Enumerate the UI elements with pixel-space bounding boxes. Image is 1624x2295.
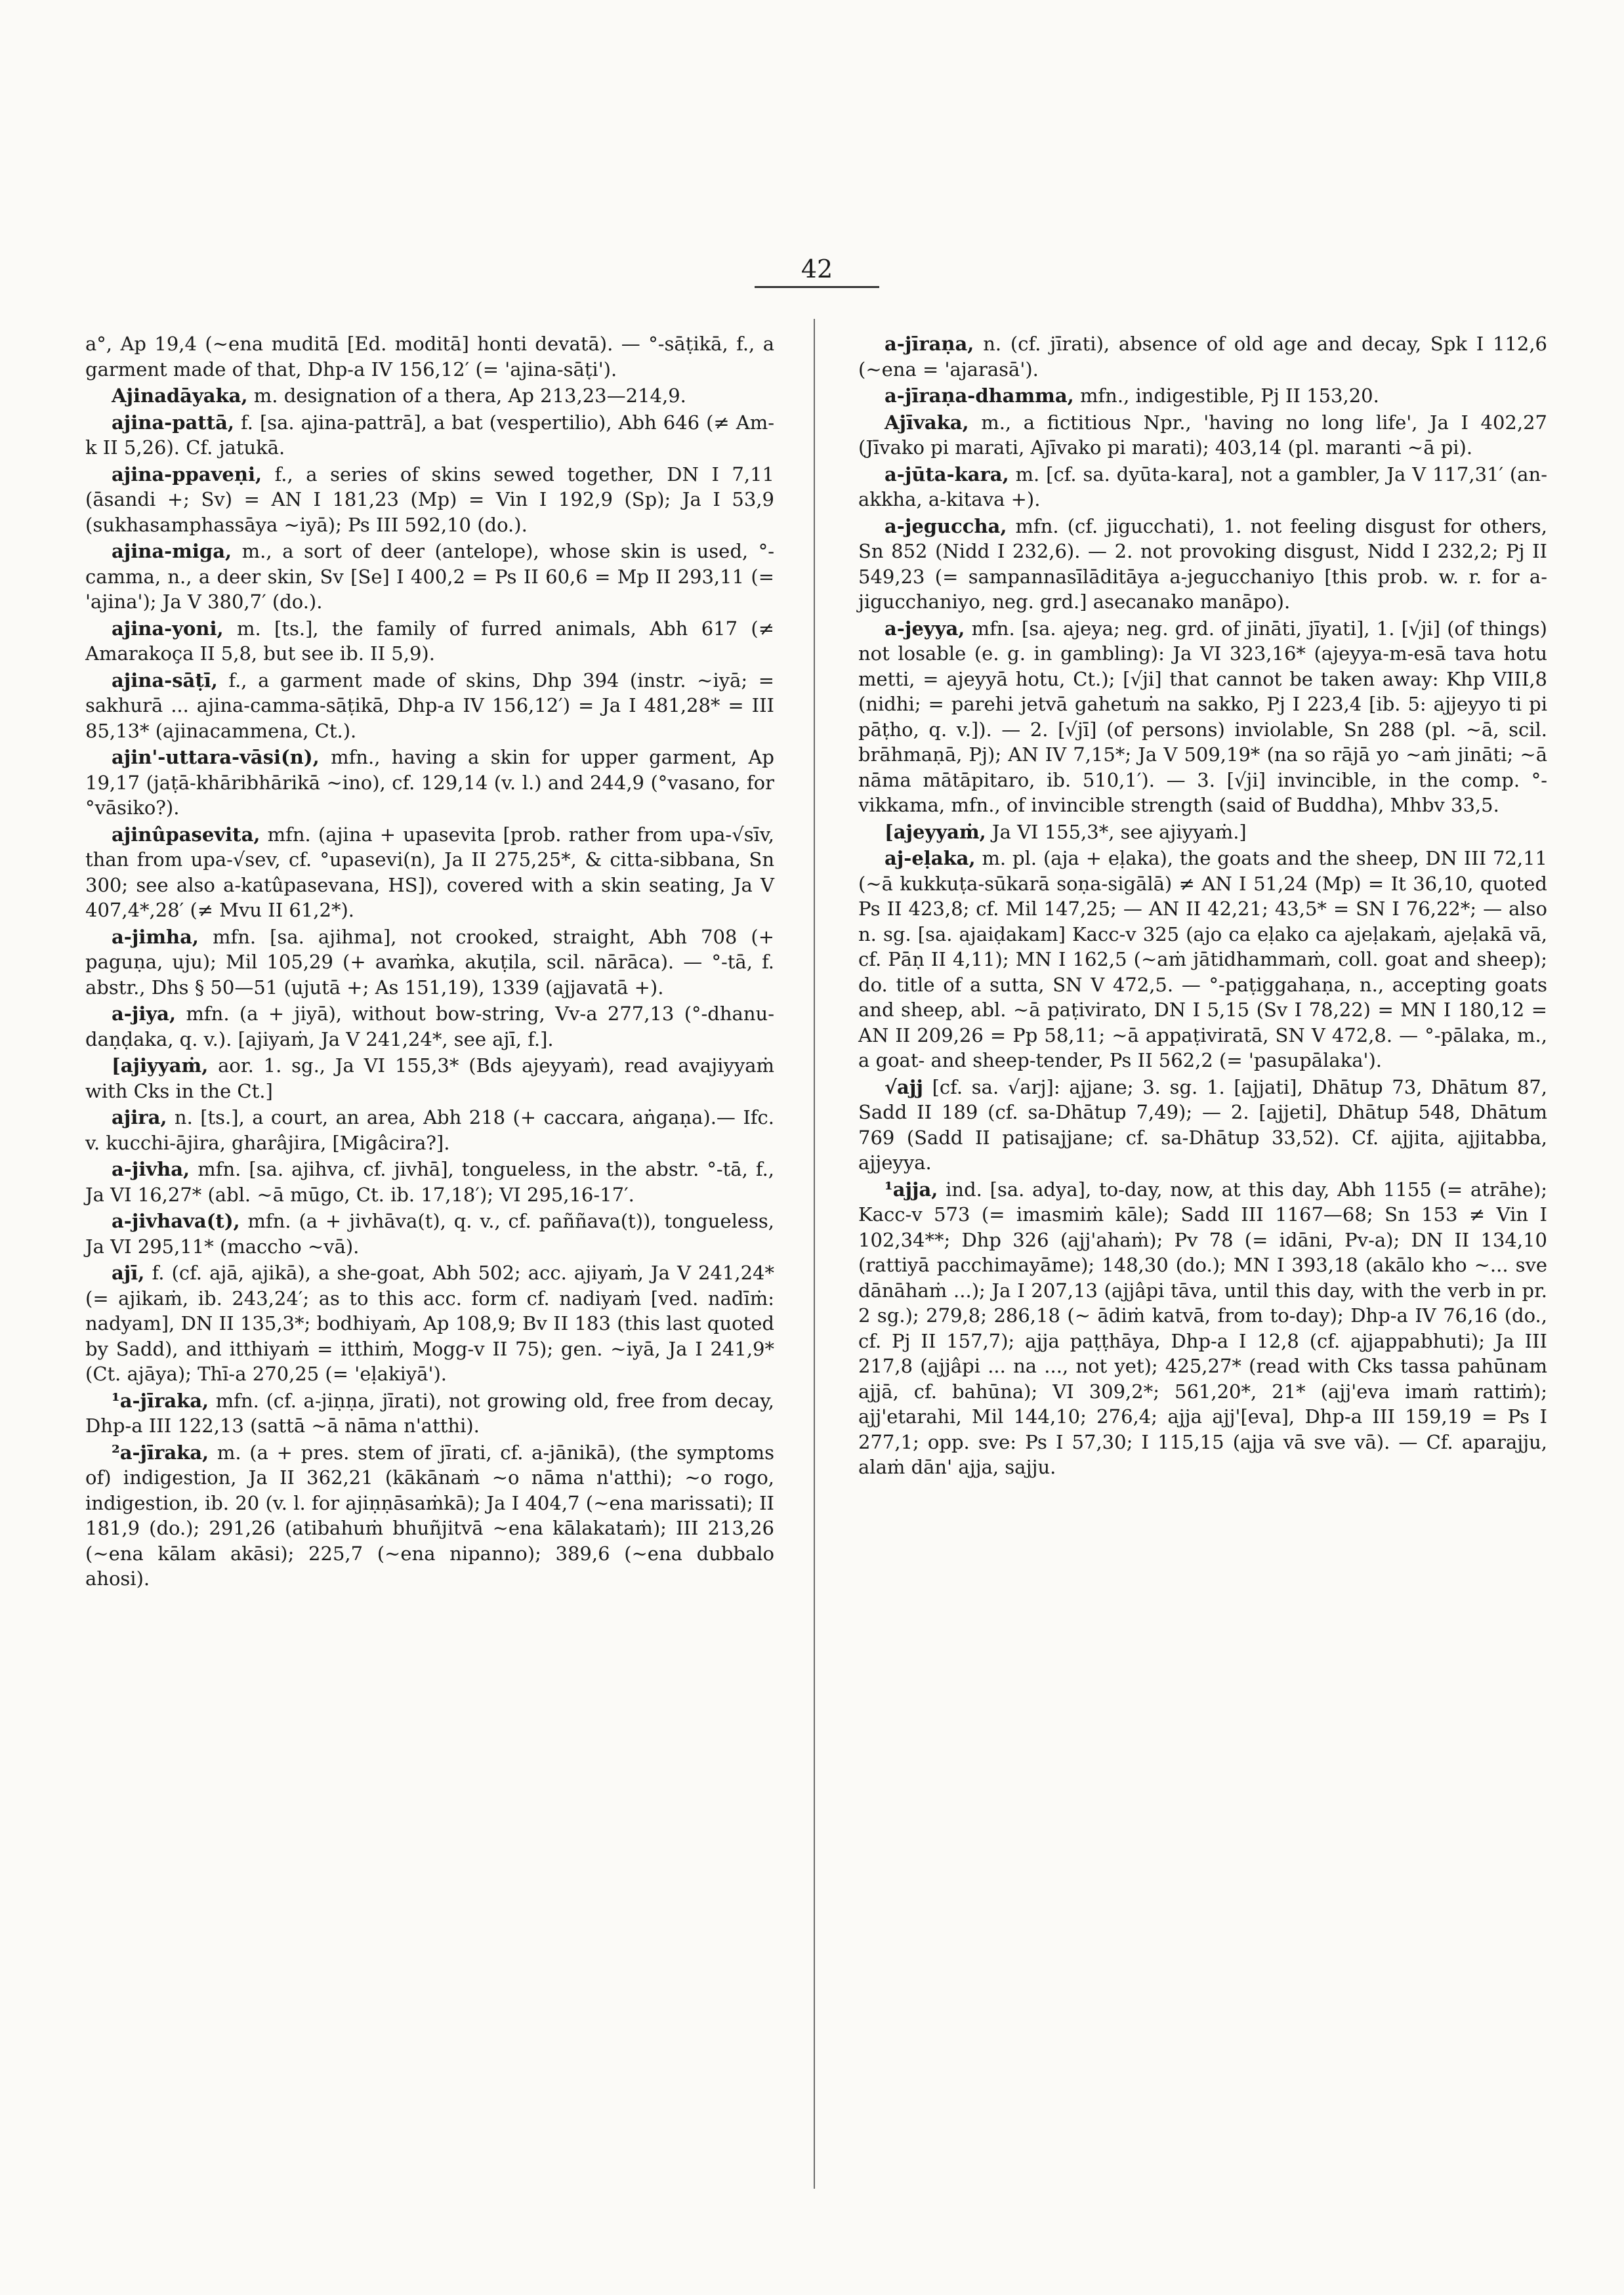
page-number: 42 xyxy=(801,255,833,283)
entry-text: mfn. (a + jiyā), without bow-string, Vv-a 277,13 (°-dhanu-daṇḍaka, q. v.). [ajiyaṁ, Ja V 241,24*, see ajī, f.]. xyxy=(85,1003,774,1050)
entry-text: mfn. (a + jivhāva(t), q. v., cf. paññava(t)), tongueless, Ja VI 295,11* (macchο ~vā). xyxy=(85,1210,774,1258)
entry-text: f., a garment made of skins, Dhp 394 (instr. ~iyā; = sakhurā ... ajina-camma-sāṭikā, Dhp-a IV 156,12′) = Ja I 481,28* = III 85,13* (ajinacammena, Ct.). xyxy=(85,669,775,742)
entry-text: mfn. [sa. ajihma], not crooked, straight, Abh 708 (+ paguṇa, uju); Mil 105,29 (+ avaṁka, akuṭila, scil. nārāca). — °-tā, f. abstr., Dhs § 50—51 (ujutā +; As 151,19), 1339 (ajjavatā +). xyxy=(85,925,774,999)
dictionary-entry xyxy=(858,383,1547,409)
dictionary-entry xyxy=(85,383,774,409)
entry-text: mfn., having a skin for upper garment, Ap 19,17 (jaṭā-khāribhārikā ~ino), cf. 129,14 (v. l.) and 244,9 (°vasano, for °vāsiko?). xyxy=(85,746,774,819)
dictionary-entry xyxy=(85,1388,774,1439)
entry-lemma: ajira, xyxy=(112,1106,167,1128)
entry-text: f., a series of skins sewed together, DN I 7,11 (āsandi +; Sv) = AN I 181,23 (Mp) = Vin I 192,9 (Sp); Ja I 53,9 (sukhasamphassāya ~iyā); Ps III 592,10 (do.). xyxy=(85,463,775,536)
dictionary-entry xyxy=(85,1105,774,1155)
entry-lemma: ajina-ppaveṇi, xyxy=(112,463,262,486)
entry-text: m. (a + pres. stem of jīrati, cf. a-jānikā), (the symptoms of) indigestion, Ja II 362,21 (kākānaṁ ~o nāma n'atthi); ~o rogo, indigestion, ib. 20 (v. l. for ajiṇṇāsaṁkā); Ja I 404,7 (~ena marissati); II 181,9 (do.); 291,26 (atibahuṁ bhuñjitvā ~ena kālakataṁ); III 213,26 (~ena kālam akāsi); 225,7 (~ena nipanno); 389,6 (~ena dubbalo ahosi). xyxy=(85,1441,774,1590)
entry-lemma: ¹ajja, xyxy=(885,1178,938,1201)
entry-text: mfn. [sa. ajihva, cf. jivhā], tongueless, in the abstr. °-tā, f., Ja VI 16,27* (abl. ~ā mūgo, Ct. ib. 17,18′); VI 295,16-17′. xyxy=(85,1158,775,1206)
right-column xyxy=(858,331,1547,1481)
entry-text: m. pl. (aja + eḷaka), the goats and the sheep, DN III 72,11 (~ā kukkuṭa-sūkarā soṇa-sigālā) ≠ AN I 51,24 (Mp) = It 36,10, quoted Ps II 423,8; cf. Mil 147,25; — AN II 42,21; 43,5* = SN I 76,22*; — also n. sg. [sa. ajaiḍakam] Kacc-v 325 (ajo ca eḷako ca ajeḷakaṁ, ajeḷakā vā, cf. Pāṇ II 4,11); MN I 162,5 (~aṁ jātidhammaṁ, coll. goat and sheep); do. title of a sutta, SN V 472,5. — °-paṭiggahaṇa, n., accepting goats and sheep, abl. ~ā paṭivirato, DN I 5,15 (Sv I 78,22) = MN I 180,12 = AN II 209,26 = Pp 58,11; ~ā appaṭiviratā, SN V 472,8. — °-pālaka, m., a goat- and sheep-tender, Ps II 562,2 (= 'pasupālaka'). xyxy=(858,847,1547,1071)
entry-text: mfn. (ajina + upasevita [prob. rather from upa-√sīv, than from upa-√sev, cf. °upasevi(n), Ja II 275,25*, & citta-sibbana, Sn 300; see also a-katûpasevana, HS]), covered with a skin seating, Ja V 407,4*,28′ (≠ Mvu II 61,2*). xyxy=(85,823,775,921)
entry-text: m. [cf. sa. dyūta-kara], not a gambler, Ja V 117,31′ (an-akkha, a-kitava +). xyxy=(858,463,1548,510)
entry-lemma: aj-eḷaka, xyxy=(885,847,976,869)
entry-lemma: Ajīvaka, xyxy=(885,411,969,434)
dictionary-entry xyxy=(858,1075,1547,1176)
dictionary-entry xyxy=(85,668,774,744)
dictionary-entry xyxy=(85,616,774,667)
entry-lemma: ajina-yoni, xyxy=(112,617,224,640)
entry-lemma: ²a-jīraka, xyxy=(112,1441,209,1464)
entry-text: aor. 1. sg., Ja VI 155,3* (Bds ajeyyaṁ), read avajiyyaṁ with Cks in the Ct.] xyxy=(85,1054,774,1102)
dictionary-entry xyxy=(85,462,774,538)
entry-text: n. [ts.], a court, an area, Abh 218 (+ caccara, aṅgaṇa).— Ifc. v. kucchi-ājira, gharâjira, [Migâcira?]. xyxy=(85,1106,774,1154)
dictionary-entry xyxy=(85,1209,774,1259)
dictionary-entry xyxy=(85,1157,774,1207)
entry-text: f. (cf. ajā, ajikā), a she-goat, Abh 502; acc. ajiyaṁ, Ja V 241,24* (= ajikaṁ, ib. 243,24′; as to this acc. form cf. nadiyaṁ [ved. nadīṁ: nadyam], DN II 135,3*; bodhiyaṁ, Ap 108,9; Bv II 183 (this last quoted by Sadd), and itthiyaṁ = itthiṁ, Mogg-v II 75); gen. ~iyā, Ja I 241,9* (Ct. ajāya); Thī-a 270,25 (= 'eḷakiyā'). xyxy=(85,1262,774,1385)
dictionary-entry xyxy=(858,1177,1547,1480)
entry-text: mfn. (cf. jigucchati), 1. not feeling disgust for others, Sn 852 (Nidd I 232,6). — 2. not provoking disgust, Nidd I 232,2; Pj II 549,23 (= sampannasīlāditāya a-jegucchaniyo [this prob. w. r. for a-jigucchaniyo, neg. grd.] asecanako manāpo). xyxy=(858,514,1548,613)
entry-lemma: a-jimha, xyxy=(112,925,199,948)
entry-text: a°, Ap 19,4 (~ena muditā [Ed. moditā] honti devatā). — °-sāṭikā, f., a garment made of that, Dhp-a IV 156,12′ (= 'ajina-sāṭi'). xyxy=(85,333,774,381)
entry-text: mfn. (cf. a-jiṇṇa, jīrati), not growing old, free from decay, Dhp-a III 122,13 (sattā ~ā nāma n'atthi). xyxy=(85,1389,774,1437)
dictionary-entry xyxy=(858,616,1547,818)
dictionary-entry xyxy=(85,539,774,615)
entry-text: m. [ts.], the family of furred animals, Abh 617 (≠ Amarakoça II 5,8, but see ib. II 5,9). xyxy=(85,617,775,665)
entry-text: m. designation of a thera, Ap 213,23—214,9. xyxy=(253,384,686,407)
entry-text: [cf. sa. √arj]: ajjane; 3. sg. 1. [ajjati], Dhātup 73, Dhātum 87, Sadd II 189 (cf. sa-Dhātup 7,49); — 2. [ajjeti], Dhātup 548, Dhātum 769 (Sadd II patisajjane; cf. sa-Dhātup 33,52). Cf. ajjita, ajjitabba, ajjeyya. xyxy=(858,1075,1548,1174)
dictionary-entry xyxy=(85,924,774,1001)
entry-lemma: [ajeyyaṁ, xyxy=(885,820,986,843)
dictionary-entry xyxy=(85,1440,774,1592)
entry-text: m., a sort of deer (antelope), whose skin is used, °-camma, n., a deer skin, Sv [Se] I 400,2 = Ps II 60,6 = Mp II 293,11 (= 'ajina'); Ja V 380,7′ (do.). xyxy=(85,540,775,613)
dictionary-entry xyxy=(858,819,1547,845)
entry-lemma: a-jīraṇa, xyxy=(885,333,974,355)
entry-lemma: a-jivhava(t), xyxy=(112,1210,240,1232)
dictionary-entry xyxy=(85,745,774,821)
entry-text: n. (cf. jīrati), absence of old age and decay, Spk I 112,6 (~ena = 'ajarasā'). xyxy=(858,333,1548,381)
entry-text: m., a fictitious Npr., 'having no long life', Ja I 402,27 (Jīvako pi marati, Ajīvako pi marati); 403,14 (pl. maranti ~ā pi). xyxy=(858,411,1547,459)
entry-lemma: Ajinadāyaka, xyxy=(112,384,248,407)
entry-lemma: √ajj xyxy=(885,1075,923,1098)
entry-lemma: ajina-sāṭī, xyxy=(112,669,218,692)
column-divider xyxy=(814,319,815,2189)
dictionary-entry xyxy=(858,846,1547,1073)
entry-text: ind. [sa. adya], to-day, now, at this day, Abh 1155 (= atrāhe); Kacc-v 573 (= imasmiṁ kāle); Sadd III 1167—68; Sn 153 ≠ Vin I 102,34**; Dhp 326 (ajj'ahaṁ); Pv 78 (= idāni, Pv-a); DN II 134,10 (rattiyā pacchimayāme); 148,30 (do.); MN I 393,18 (akālo kho ~... sve dānāhaṁ ...); Ja I 207,13 (ajjâpi tāva, until this day, with the verb in pr. 2 sg.); 279,8; 286,18 (~ ādiṁ katvā, from to-day); Dhp-a IV 76,16 (do., cf. Pj II 157,7); ajja paṭṭhāya, Dhp-a I 12,8 (cf. ajjappabhuti); Ja III 217,8 (ajjâpi ... na ..., not yet); 425,27* (read with Cks tassa pahūnam ajjā, cf. bahūna); VI 309,2*; 561,20*, 21* (ajj'eva imaṁ rattiṁ); ajj'etarahi, Mil 144,10; 276,4; ajja ajj'[eva], Dhp-a III 159,19 = Ps I 277,1; opp. sve: Ps I 57,30; I 115,15 (ajja vā sve vā). — Cf. aparajju, alaṁ dān' ajja, sajju. xyxy=(858,1178,1548,1478)
entry-lemma: ajina-pattā, xyxy=(112,411,234,434)
entry-lemma: ajin'-uttara-vāsi(n), xyxy=(112,746,320,768)
left-column xyxy=(85,331,774,1593)
entry-lemma: [ajiyyaṁ, xyxy=(112,1054,209,1077)
dictionary-entry xyxy=(85,1260,774,1387)
entry-text: Ja VI 155,3*, see ajiyyaṁ.] xyxy=(991,820,1247,843)
entry-lemma: ajinûpasevita, xyxy=(112,823,260,846)
dictionary-entry xyxy=(858,410,1547,461)
dictionary-entry xyxy=(85,1053,774,1104)
entry-lemma: ajī, xyxy=(112,1262,145,1284)
dictionary-entry xyxy=(858,331,1547,382)
entry-lemma: ajina-miga, xyxy=(112,540,232,562)
dictionary-entry xyxy=(858,462,1547,512)
entry-text: mfn. [sa. ajeya; neg. grd. of jināti, jīyati], 1. [√ji] (of things) not losable (e. g. in gambling): Ja VI 323,16* (ajeyya-m-esā tava hotu metti, = ajeyyā hotu, Ct.); [√ji] that cannot be taken away: Khp VIII,8 (nidhi; = parehi jetvā gahetuṁ na sakko, Pj I 223,4 [ib. 5: ajjeyyo ti pi pāṭho, q. v.]). — 2. [√jī] (of persons) inviolable, Sn 288 (pl. ~ā, scil. brāhmaṇā, Pj); AN IV 7,15*; Ja V 509,19* (na so rājā yo ~aṁ jināti; ~ā nāma mātāpitaro, ib. 510,1′). — 3. [√ji] invincible, in the comp. °-vikkama, mfn., of invincible strength (said of Buddha), Mhbv 33,5. xyxy=(858,617,1547,816)
page-number-rule xyxy=(755,286,879,288)
entry-lemma: a-jeyya, xyxy=(885,617,965,640)
dictionary-entry xyxy=(85,331,774,382)
dictionary-entry xyxy=(85,410,774,461)
entry-text: f. [sa. ajina-pattrā], a bat (vespertilio), Abh 646 (≠ Am-k II 5,26). Cf. jatukā. xyxy=(85,411,774,459)
entry-lemma: a-jūta-kara, xyxy=(885,463,1009,486)
entry-lemma: ¹a-jīraka, xyxy=(112,1389,209,1412)
entry-lemma: a-jīraṇa-dhamma, xyxy=(885,384,1074,407)
entry-text: mfn., indigestible, Pj II 153,20. xyxy=(1079,384,1379,407)
entry-lemma: a-jivha, xyxy=(112,1158,190,1180)
dictionary-entry xyxy=(858,514,1547,615)
entry-lemma: a-jiya, xyxy=(112,1003,177,1025)
dictionary-entry xyxy=(85,1001,774,1052)
dictionary-entry xyxy=(85,822,774,923)
entry-lemma: a-jeguccha, xyxy=(885,514,1007,537)
